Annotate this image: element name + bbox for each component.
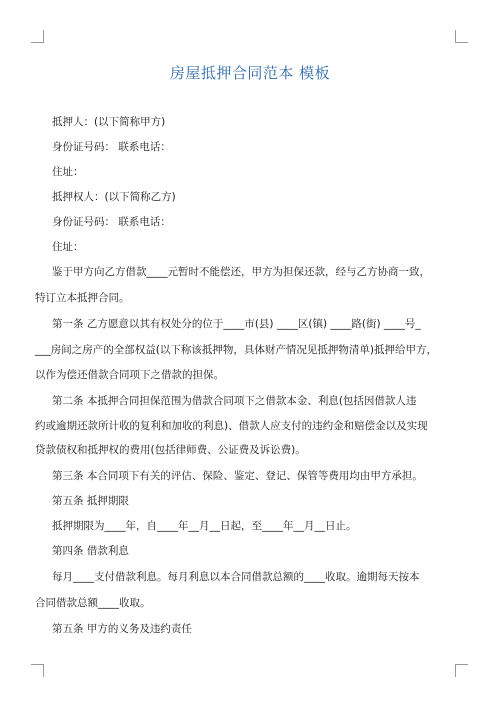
mortgagee-address-line: 住址： — [52, 241, 84, 253]
preamble-line-1: 鉴于甲方向乙方借款____元暂时不能偿还，甲方为担保还款，经与乙方协商一致， — [52, 266, 430, 278]
interest-line-1: 每月____支付借款利息。每月利息以本合同借款总额的____收取。逾期每天按本 — [52, 571, 420, 583]
article-2-line-3: 贷款债权和抵押权的费用(包括律师费、公证费及诉讼费)。 — [35, 444, 306, 456]
mortgagor-id-phone-line: 身份证号码： 联系电话： — [52, 141, 171, 153]
term-line: 抵押期限为____年，自____年__月__日起，至____年__月__日止。 — [52, 520, 357, 532]
corner-mark-bottom-right — [455, 664, 468, 677]
article-4-interest-heading: 第四条 借款利息 — [52, 545, 129, 557]
mortgagee-line: 抵押权人：(以下简称乙方) — [52, 191, 176, 203]
article-1-line-1: 第一条 乙方愿意以其有权处分的位于____市(县) ____区(镇) ____路(街) ____号_ — [52, 318, 421, 330]
document-title: 房屋抵押合同范本 模板 — [169, 64, 331, 82]
preamble-line-2: 特订立本抵押合同。 — [35, 292, 130, 304]
corner-mark-top-left — [31, 30, 44, 43]
mortgagor-line: 抵押人：(以下简称甲方) — [52, 116, 166, 128]
article-2-line-2: 约或逾期还款所计收的复利和加收的利息)、借款人应支付的违约金和赔偿金以及实现 — [35, 420, 428, 432]
article-1-line-3: 以作为偿还借款合同项下之借款的担保。 — [35, 369, 224, 381]
article-2-line-1: 第二条 本抵押合同担保范围为借款合同项下之借款本金、利息(包括因借款人违 — [52, 395, 417, 407]
mortgagor-address-line: 住址： — [52, 166, 84, 178]
corner-mark-bottom-left — [31, 664, 44, 677]
article-5-obligations-heading: 第五条 甲方的义务及违约责任 — [52, 623, 192, 635]
corner-mark-top-right — [455, 30, 468, 43]
interest-line-2: 合同借款总额____收取。 — [35, 597, 151, 609]
article-1-line-2: ___房间之房产的全部权益(以下称该抵押物，具体财产情况见抵押物清单)抵押给甲方， — [35, 344, 437, 356]
mortgagee-id-phone-line: 身份证号码： 联系电话： — [52, 216, 171, 228]
article-5-term-heading: 第五条 抵押期限 — [52, 495, 129, 507]
article-3-line: 第三条 本合同项下有关的评估、保险、鉴定、登记、保管等费用均由甲方承担。 — [52, 470, 423, 482]
